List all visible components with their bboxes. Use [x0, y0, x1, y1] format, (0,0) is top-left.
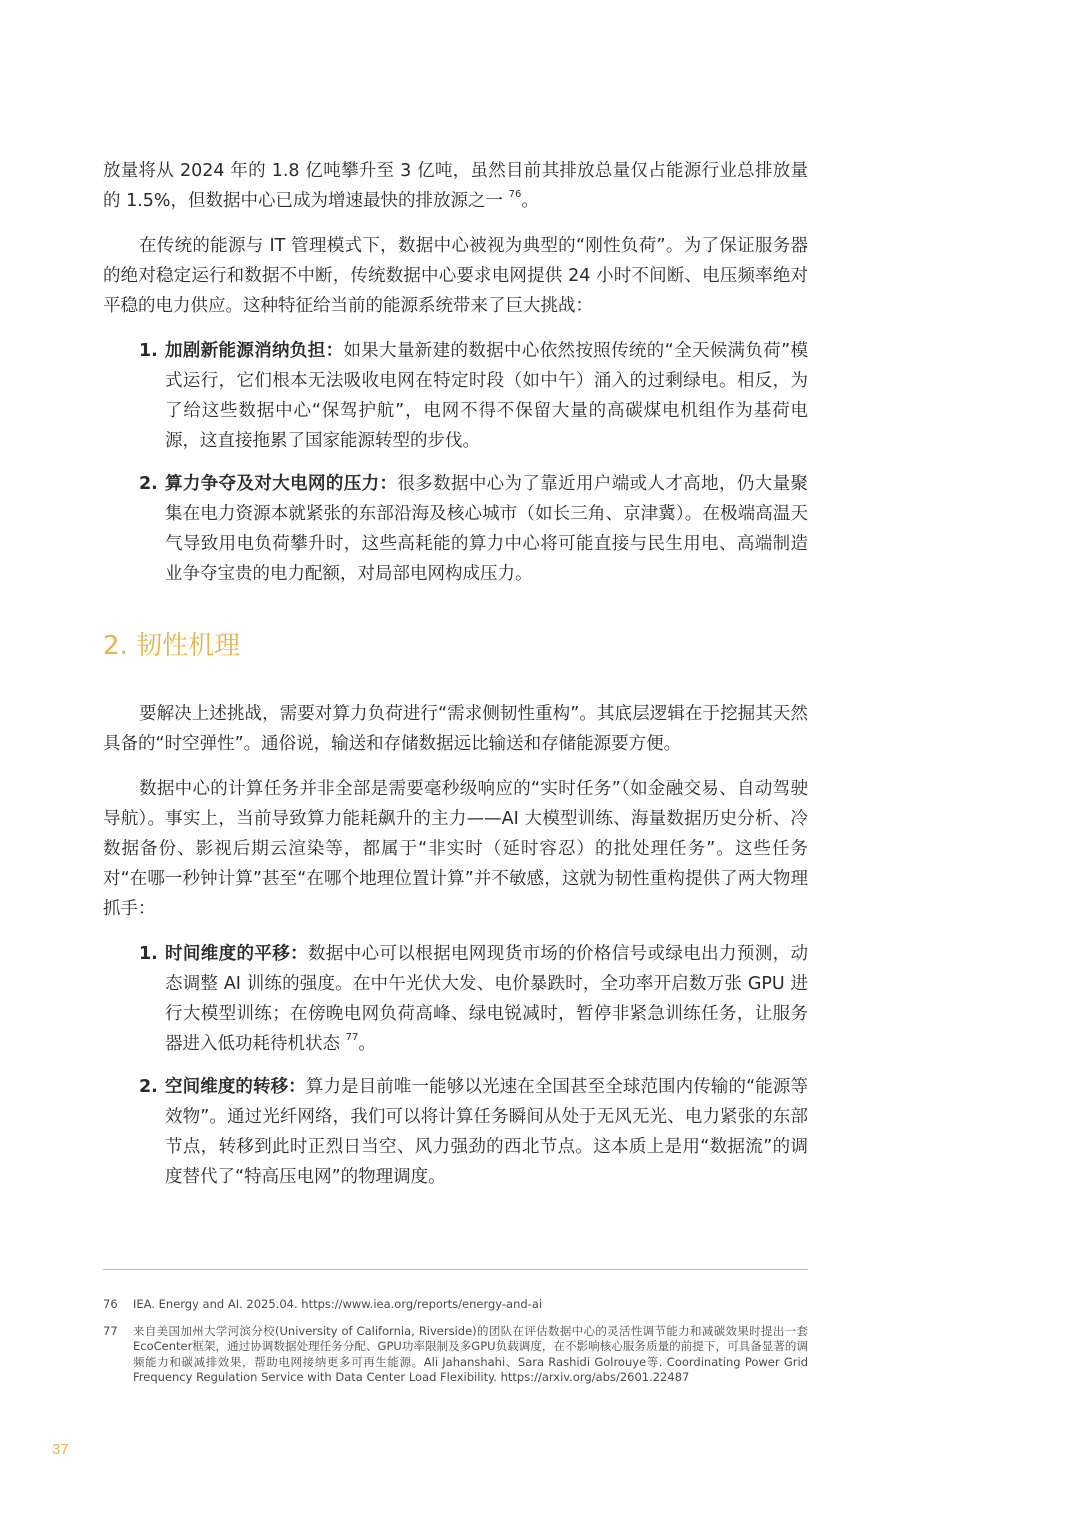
footnote-text: IEA. Energy and AI. 2025.04. https://www.iea.org/reports/energy-and-ai — [133, 1297, 543, 1311]
list-item-lead: 空间维度的转移： — [165, 1077, 306, 1097]
list-item-number: 1. — [139, 944, 158, 964]
footnote-text: 来自美国加州大学河滨分校(University of California, Riverside)的团队在评估数据中心的灵活性调节能力和减碳效果时提出一套EcoCenter框架，通过协调数据处理任务分配、GPU功率限制及多GPU负载调度，在不影响核心服务质量的前提下，可具备显著的调频能力和碳减排效果，帮助电网接纳更多可再生能源。Ali Jahanshahi、Sara Rashidi Golrouye等. Coordinating Power Grid Frequency Regulation Service with Data Center Load Flexibility. https://arxiv.org/abs/2601.22487 — [133, 1323, 808, 1384]
challenge-list — [103, 336, 808, 589]
footnote-76 — [103, 1297, 808, 1313]
list-item — [103, 469, 808, 589]
list-item-end: 。 — [358, 1034, 376, 1054]
intro-paragraph-1-text: 放量将从 2024 年的 1.8 亿吨攀升至 3 亿吨，虽然目前其排放总量仅占能源行业总排放量的 1.5%，但数据中心已成为增速最快的排放源之一 — [103, 161, 808, 211]
lever-list — [103, 939, 808, 1192]
intro-paragraph-1 — [103, 156, 808, 216]
section-title: 2. 韧性机理 — [103, 631, 241, 661]
list-item-lead: 算力争夺及对大电网的压力： — [165, 474, 398, 494]
footnote-divider — [103, 1269, 808, 1270]
list-item — [103, 1072, 808, 1192]
list-item-text: 算力是目前唯一能够以光速在全国甚至全球范围内传输的“能源等效物”。通过光纤网络，我们可以将计算任务瞬间从处于无风无光、电力紧张的东部节点，转移到此时正烈日当空、风力强劲的西北节点。这本质上是用“数据流”的调度替代了“特高压电网”的物理调度。 — [165, 1077, 808, 1187]
list-item-number: 2. — [139, 1077, 158, 1097]
list-item-number: 2. — [139, 474, 158, 494]
footnote-number: 77 — [103, 1323, 118, 1338]
list-item — [103, 336, 808, 456]
list-item-text: 如果大量新建的数据中心依然按照传统的“全天候满负荷”模式运行，它们根本无法吸收电网在特定时段（如中午）涌入的过剩绿电。相反，为了给这些数据中心“保驾护航”，电网不得不保留大量的高碳煤电机组作为基荷电源，这直接拖累了国家能源转型的步伐。 — [165, 341, 808, 451]
footnote-ref-77[interactable]: 77 — [345, 1032, 359, 1044]
section-paragraph-1: 要解决上述挑战，需要对算力负荷进行“需求侧韧性重构”。其底层逻辑在于挖掘其天然具备的“时空弹性”。通俗说，输送和存储数据远比输送和存储能源要方便。 — [103, 704, 808, 754]
intro-paragraph-2: 在传统的能源与 IT 管理模式下，数据中心被视为典型的“刚性负荷”。为了保证服务器的绝对稳定运行和数据不中断，传统数据中心要求电网提供 24 小时不间断、电压频率绝对平稳的电力供应。这种特征给当前的能源系统带来了巨大挑战： — [103, 236, 808, 316]
intro-paragraph-1-end: 。 — [521, 191, 539, 211]
footnote-77 — [103, 1324, 808, 1386]
list-item-lead: 时间维度的平移： — [165, 944, 308, 964]
list-item-text: 很多数据中心为了靠近用户端或人才高地，仍大量聚集在电力资源本就紧张的东部沿海及核心城市（如长三角、京津冀）。在极端高温天气导致用电负荷攀升时，这些高耗能的算力中心将可能直接与民生用电、高端制造业争夺宝贵的电力配额，对局部电网构成压力。 — [165, 474, 808, 584]
page-number: 37 — [52, 1441, 69, 1458]
list-item — [103, 939, 808, 1059]
list-item-text: 数据中心可以根据电网现货市场的价格信号或绿电出力预测，动态调整 AI 训练的强度。在中午光伏大发、电价暴跌时，全功率开启数万张 GPU 进行大模型训练；在傍晚电网负荷高峰、绿电锐减时，暂停非紧急训练任务，让服务器进入低功耗待机状态 — [165, 944, 809, 1054]
footnote-number: 76 — [103, 1297, 118, 1311]
footnotes — [103, 1297, 808, 1397]
section-paragraph-2: 数据中心的计算任务并非全部是需要毫秒级响应的“实时任务”（如金融交易、自动驾驶导航）。事实上，当前导致算力能耗飙升的主力——AI 大模型训练、海量数据历史分析、冷数据备份、影视后期云渲染等，都属于“非实时（延时容忍）的批处理任务”。这些任务对“在哪一秒钟计算”甚至“在哪个地理位置计算”并不敏感，这就为韧性重构提供了两大物理抓手： — [103, 779, 808, 919]
list-item-number: 1. — [139, 341, 158, 361]
list-item-lead: 加剧新能源消纳负担： — [165, 341, 344, 361]
main-content — [103, 156, 808, 1207]
footnote-ref-76[interactable]: 76 — [508, 189, 522, 201]
